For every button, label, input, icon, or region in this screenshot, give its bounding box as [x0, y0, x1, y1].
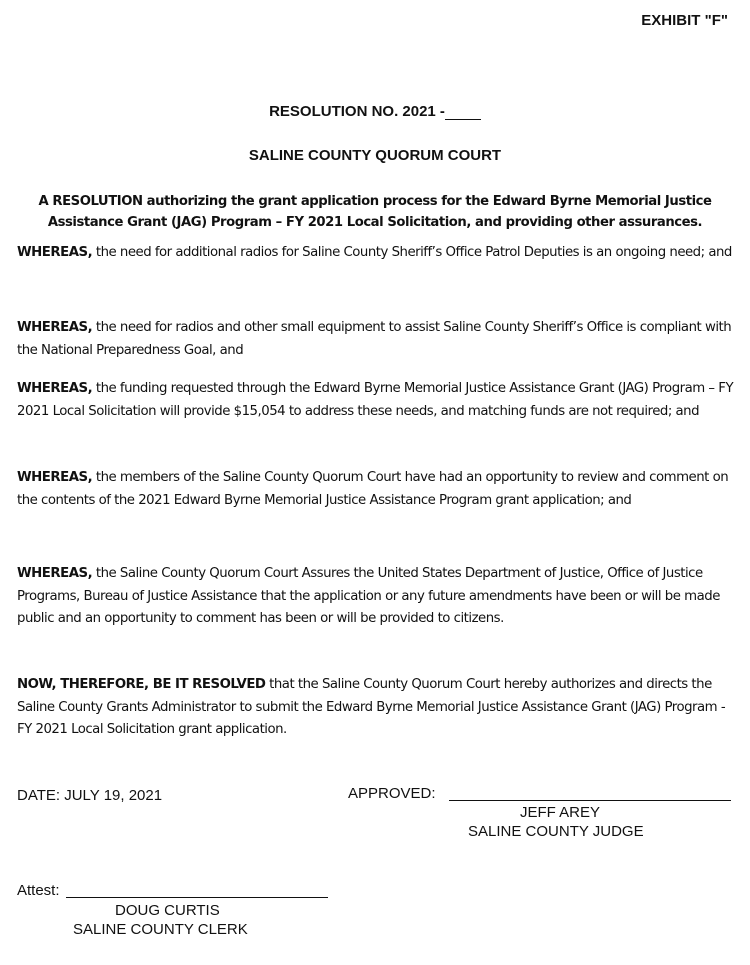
clerk-signature-line [66, 897, 328, 898]
judge-name: JEFF AREY [520, 804, 601, 821]
resolution-date: DATE: JULY 19, 2021 [17, 787, 163, 804]
paragraph-lead: NOW, THEREFORE, BE IT RESOLVED [17, 677, 266, 692]
judge-signature-line [449, 800, 731, 801]
judge-title: SALINE COUNTY JUDGE [468, 823, 644, 840]
clerk-name: DOUG CURTIS [115, 902, 220, 919]
preamble-text: A RESOLUTION authorizing the grant application process for the Edward Byrne Memorial Justice Assistance Grant (JAG) Program – FY 2021 Local Solicitation, and providing other assurances. [38, 194, 712, 230]
clerk-title: SALINE COUNTY CLERK [73, 921, 248, 938]
whereas-paragraph-3 [17, 378, 742, 423]
whereas-paragraph-2 [17, 317, 742, 362]
resolution-title [0, 103, 750, 120]
paragraph-lead: WHEREAS, [17, 381, 93, 396]
approved-label: APPROVED: [348, 785, 436, 802]
resolved-paragraph [17, 674, 742, 742]
paragraph-lead: WHEREAS, [17, 320, 93, 335]
whereas-paragraph-4 [17, 467, 742, 512]
resolution-number-blank [445, 105, 481, 120]
paragraph-lead: WHEREAS, [17, 566, 93, 581]
paragraph-lead: WHEREAS, [17, 245, 93, 260]
exhibit-label: EXHIBIT "F" [641, 12, 728, 29]
paragraph-text: the need for additional radios for Saline County Sheriff’s Office Patrol Deputies is an ongoing need; and [92, 245, 732, 260]
resolution-preamble [30, 192, 720, 233]
paragraph-text: the Saline County Quorum Court Assures the United States Department of Justice, Office of Justice Programs, Bureau of Justice Assistance that the application or any future amendments have been or will be made public and an opportunity to comment has been or will be provided to citizens. [17, 566, 720, 626]
court-name: SALINE COUNTY QUORUM COURT [248, 147, 502, 164]
paragraph-text: that the Saline County Quorum Court hereby authorizes and directs the Saline County Grants Administrator to submit the Edward Byrne Memorial Justice Assistance Grant (JAG) Program - FY 2021 Local Solicitation grant application. [17, 677, 726, 737]
whereas-paragraph-5 [17, 563, 742, 631]
paragraph-text: the need for radios and other small equipment to assist Saline County Sheriff’s Office is compliant with the National Preparedness Goal, and [17, 320, 732, 358]
attest-label: Attest: [17, 882, 60, 899]
whereas-paragraph-1 [17, 242, 742, 265]
paragraph-lead: WHEREAS, [17, 470, 93, 485]
resolution-number-prefix: RESOLUTION NO. 2021 - [269, 103, 445, 120]
paragraph-text: the members of the Saline County Quorum Court have had an opportunity to review and comment on the contents of the 2021 Edward Byrne Memorial Justice Assistance Program grant application; and [17, 470, 729, 508]
paragraph-text: the funding requested through the Edward Byrne Memorial Justice Assistance Grant (JAG) Program – FY 2021 Local Solicitation will provide $15,054 to address these needs, and matching funds are not required; and [17, 381, 734, 419]
